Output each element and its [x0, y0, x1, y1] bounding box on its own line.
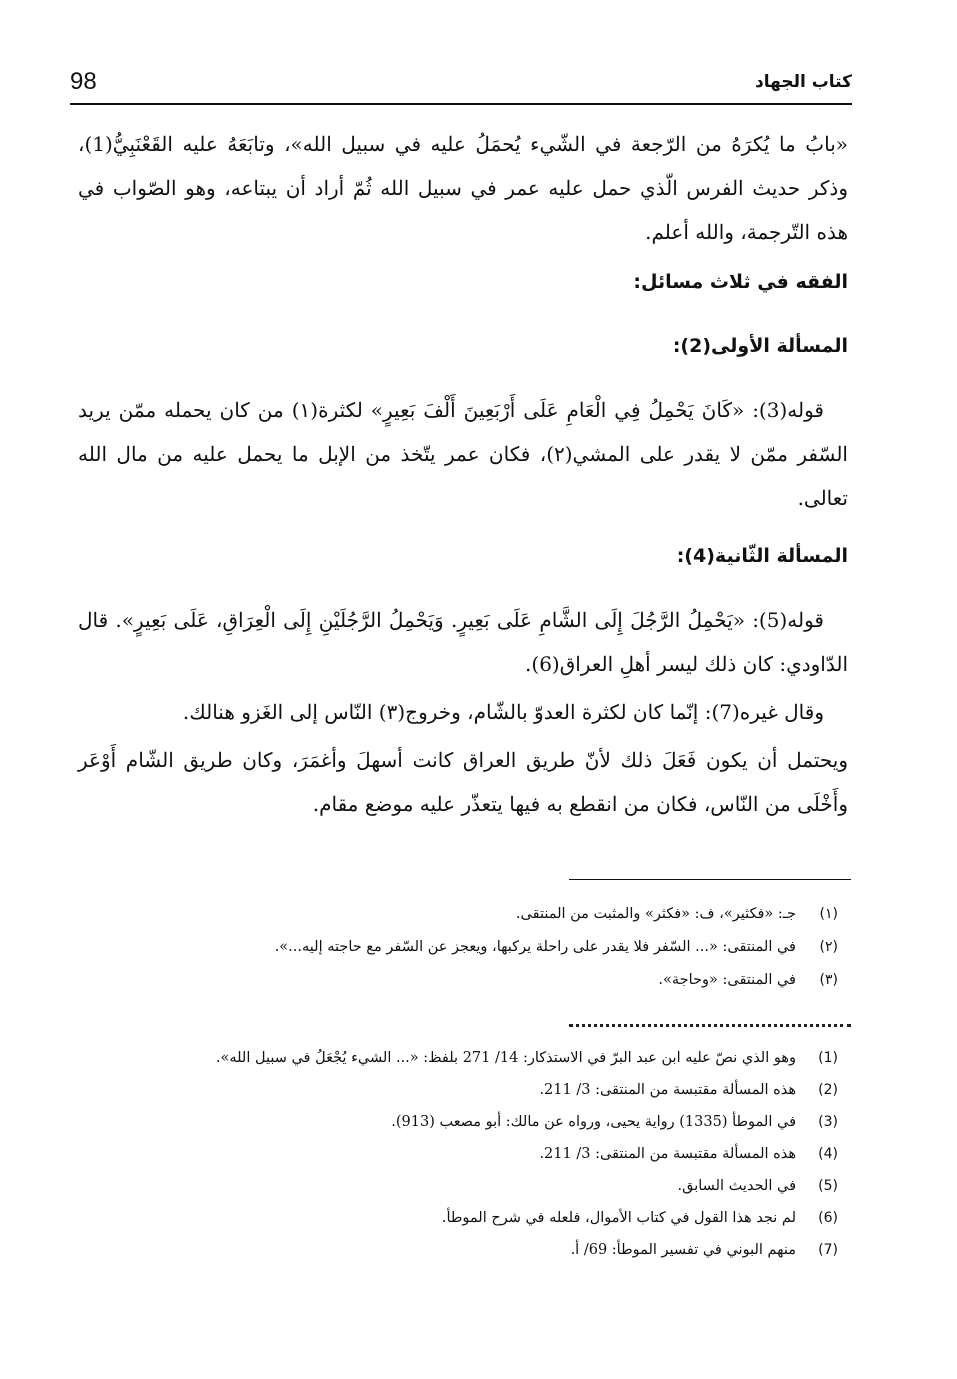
header-rule [70, 103, 852, 105]
footnote-item [78, 1170, 850, 1202]
footnote-text: منهم البوني في تفسير الموطأ: 69/ أ. [570, 1242, 796, 1258]
footnote-text: هذه المسألة مقتبسة من المنتقى: 3/ 211. [539, 1146, 796, 1162]
page-header [70, 68, 852, 102]
footnote-text: في الموطأ (1335) رواية يحيى، ورواه عن مالك: أبو مصعب (913). [391, 1114, 796, 1130]
footnotes-variants [78, 898, 850, 997]
footnote-item [78, 1106, 850, 1138]
footnote-text: لم نجد هذا القول في كتاب الأموال، فلعله في شرح الموطأ. [441, 1210, 796, 1226]
footnote-item [78, 1042, 850, 1074]
page-number: 98 [70, 68, 97, 95]
paragraph-other-opinion: وقال غيره(7): إنّما كان لكثرة العدوّ بالشّام، وخروج(٣) النّاس إلى الغَزو هنالك. [182, 700, 824, 724]
paragraph-intro: «بابُ ما يُكرَهُ من الرّجعة في الشّيء يُحمَلُ عليه في سبيل الله»، وتابَعَهُ عليه القَعْنَبِيُّ(1)، وذكر حديث الفرس الّذي حمل عليه عمر في سبيل الله ثُمّ أراد أن يبتاعه، وهو الصّواب في هذه التّرجمة، والله أعلم. [78, 132, 848, 244]
footnote-number: (4) [818, 1146, 838, 1162]
footnote-number: (1) [818, 1050, 838, 1066]
footnote-text: جـ: «فكثير»، ف: «فكثر» والمثبت من المنتقى. [515, 906, 796, 922]
heading-fiqh: الفقه في ثلاث مسائل: [633, 271, 848, 293]
footnote-item [78, 1202, 850, 1234]
footnotes-sources [78, 1042, 850, 1266]
footnote-number: (١) [819, 906, 838, 922]
footnote-number: (٢) [819, 939, 838, 955]
footnote-number: (2) [818, 1082, 838, 1098]
footnote-number: (6) [818, 1210, 838, 1226]
footnote-text: وهو الذي نصّ عليه ابن عبد البرّ في الاستذكار: 14/ 271 بلفظ: «... الشيء يُجْعَلُ في سبيل الله». [215, 1050, 796, 1066]
footnote-item [78, 964, 850, 997]
footnote-number: (7) [818, 1242, 838, 1258]
footnote-item [78, 1234, 850, 1266]
main-text [78, 122, 848, 830]
footnote-item [78, 1074, 850, 1106]
running-head: كتاب الجهاد [754, 72, 852, 92]
footnote-text: في المنتقى: «... السّفر فلا يقدر على راحلة يركبها، ويعجز عن السّفر مع حاجته إليه...». [274, 939, 796, 955]
dotted-separator [569, 1024, 851, 1027]
paragraph-question-2: قوله(5): «يَحْمِلُ الرَّجُلَ إِلَى الشَّامِ عَلَى بَعِيرٍ. وَيَحْمِلُ الرَّجُلَيْنِ إِلَى الْعِرَاقِ، عَلَى بَعِيرٍ». قال الدّاودي: كان ذلك ليسر أهلِ العراق(6). [78, 608, 848, 676]
paragraph-possibility: ويحتمل أن يكون فَعَلَ ذلك لأنّ طريق العراق كانت أسهلَ وأغمَرَ، وكان طريق الشّام أَوْعَر وأَخْلَى من النّاس، فكان من انقطع به فيها يتعذّر عليه موضع مقام. [78, 748, 848, 816]
footnote-number: (3) [818, 1114, 838, 1130]
footnote-item [78, 898, 850, 931]
footnote-rule [569, 879, 851, 880]
footnote-text: في المنتقى: «وحاجة». [658, 972, 796, 988]
heading-question-1: المسألة الأولى(2): [672, 335, 848, 357]
footnote-item [78, 931, 850, 964]
paragraph-question-1: قوله(3): «كَانَ يَحْمِلُ فِي الْعَامِ عَلَى أَرْبَعِينَ أَلْفَ بَعِيرٍ» لكثرة(١) من كان يحمله ممّن يريد السّفر ممّن لا يقدر على المشي(٢)، فكان عمر يتّخذ من الإبل ما يحمل عليه من مال الله تعالى. [78, 398, 848, 510]
footnote-text: هذه المسألة مقتبسة من المنتقى: 3/ 211. [539, 1082, 796, 1098]
footnote-number: (٣) [819, 972, 838, 988]
footnote-item [78, 1138, 850, 1170]
footnote-text: في الحديث السابق. [677, 1178, 796, 1194]
footnote-number: (5) [818, 1178, 838, 1194]
heading-question-2: المسألة الثّانية(4): [676, 545, 848, 567]
